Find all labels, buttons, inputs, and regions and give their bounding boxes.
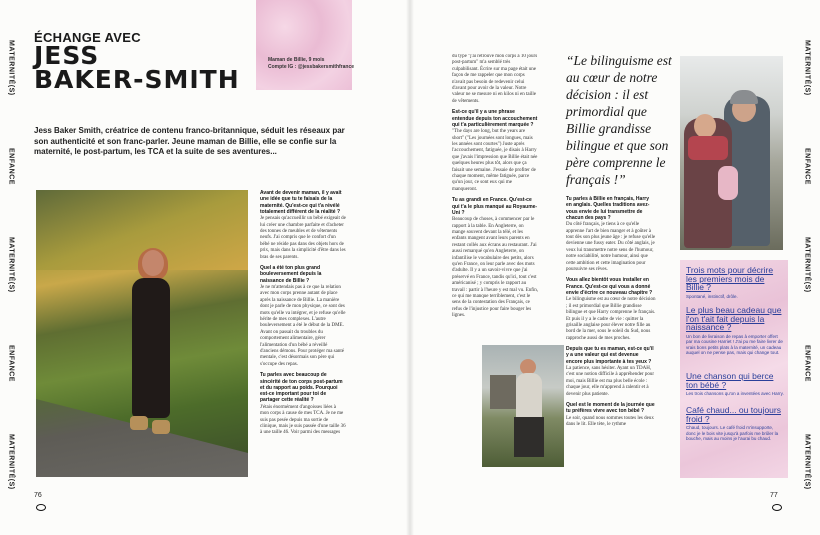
interview-answer: Je pensais qu'accueillir un bébé exigeait de lui créer une chambre parfaite et d'acheter des tonnes de meubles et de vêtements neufs. J'ai compris que le confort d'un bébé ne réside pas dans des objets hors de prix, mais dans la simplicité d'être dans les bras de ses parents. bbox=[260, 216, 346, 260]
baby-figure bbox=[718, 166, 738, 200]
article-title bbox=[34, 41, 240, 94]
left-side-labels bbox=[4, 40, 18, 490]
interview-answer: Je ne m'attendais pas à ce que la relation avec mon corps prenne autant de place après la naissance de Billie. La manière dont je parle de mon physique, ce sont des mots qu'elle va intégrer, et je refuse qu'elle hérite de mes complexes. L'autre bouleversement a été le début de la DME. Avant on passait du troubles du comportement alimentaire, gérer l'alimentation d'un bébé a réveillé d'anciens démons. Pour protéger ma santé mentale, c'est désormais son père qui s'occupe des repas. bbox=[260, 284, 346, 367]
interview-question: Tu parles à Billie en français, Harry en anglais. Quelles traditions avez-vous envie de lui transmettre de chacun des pays ? bbox=[566, 196, 650, 221]
sidebar-item bbox=[686, 406, 784, 442]
interview-answer: La patience, sans hésiter. Ayant un TDAH, c'est une notion difficile à appréhender pour moi, mais Billie est ma plus belle école : chaque jour, elle m'apprend à ralentir et à devenir plus patiente. bbox=[566, 366, 654, 397]
sidebar-answer: Les trois chansons qu'on a inventées avec Harry. bbox=[686, 391, 784, 396]
sidebar-question: Une chanson qui berce ton bébé ? bbox=[686, 371, 774, 390]
interview-question: Depuis que tu es maman, est-ce qu'il y a une valeur qui est devenue encore plus importante à tes yeux ? bbox=[566, 346, 654, 365]
subject-head bbox=[142, 250, 164, 276]
sidebar-question: Le plus beau cadeau que l'on t'ait fait depuis la naissance ? bbox=[686, 305, 782, 332]
side-label: ENFANCE bbox=[7, 147, 15, 185]
interview-answer: Du côté français, je tiens à ce qu'elle apprenne l'art de bien manger et à goûter à tout dès son plus jeune âge : je refuse qu'elle devienne une fussy eater. Du côté anglais, je veux lui transmettre notre sens de l'humour, notre sociabilité, notre humour, ainsi que cette ambition et cette imagination pour poursuivre ses rêves. bbox=[566, 222, 656, 273]
meta-line: Compte IG : @jessbakersmithfrance bbox=[268, 64, 355, 70]
interviewee-meta bbox=[268, 57, 354, 71]
side-label: ENFANCE bbox=[803, 345, 811, 383]
family-photo bbox=[680, 56, 783, 250]
interview-question: Quel a été ton plus grand bouleversement depuis la naissance de Billie ? bbox=[260, 265, 322, 284]
interview-question: Tu parles avec beaucoup de sincérité de ton corps post-partum et du rapport au poids. Pourquoi est-ce important pour toi de partager cette réalité ? bbox=[260, 372, 343, 404]
side-label: MATERNITÉ(S) bbox=[803, 40, 811, 96]
article-kicker: ÉCHANGE AVEC bbox=[34, 30, 141, 45]
mother-head bbox=[694, 114, 716, 138]
interview-column-1 bbox=[260, 190, 346, 480]
sidebar-answer: Spontané, instinctif, drôle. bbox=[686, 293, 738, 299]
page-gutter bbox=[406, 0, 414, 535]
park-photo bbox=[36, 190, 248, 477]
quick-questions-sidebar bbox=[680, 260, 788, 478]
scarf bbox=[688, 136, 728, 160]
right-side-labels bbox=[800, 40, 814, 490]
interview-question: Avant de devenir maman, il y avait une idée que tu te faisais de la maternité. Qu'est-ce qui t'a révélé totalement différent de la réalité ? bbox=[260, 190, 342, 215]
interview-question: Est-ce qu'il y a une phrase entendue depuis ton accouchement qui t'a particulièrement marquée ? bbox=[452, 109, 538, 128]
article-lede: Jess Baker Smith, créatrice de contenu franco-britannique, séduit les réseaux par son authenticité et son franc-parler. Jeune maman de Billie, elle se confie sur la maternité, le post-partum, les TCA et la suite de ses aventures... bbox=[34, 126, 345, 156]
sidebar-question: Trois mots pour décrire les premiers mois de Billie ? bbox=[686, 265, 774, 292]
interview-answer: "The days are long, but the years are short" ("Les journées sont longues, mais les années sont courtes") Juste après l'accouchement, fatiguée, je disais à Harry que j'avais l'impression que Billie était née quelques heures plus tôt, alors que ça faisait une semaine. J'essaie de profiter de chaque moment, même fatiguée, parce qu'un jour, ce sont eux qui me manqueront. bbox=[452, 129, 538, 192]
interview-answer: Le soir, quand nous sommes toutes les deux dans le lit. Elle tète, le rythme bbox=[566, 415, 654, 428]
pink-texture-swatch bbox=[256, 0, 355, 90]
sidebar-item bbox=[686, 306, 784, 356]
side-label: ENFANCE bbox=[7, 345, 15, 383]
meta-line: Maman de Billie, 9 mois bbox=[268, 57, 325, 63]
interview-column-3 bbox=[566, 196, 656, 481]
subject-skirt bbox=[514, 417, 544, 457]
sidebar-item bbox=[686, 266, 784, 299]
interview-question: Vous allez bientôt vous installer en France. Qu'est-ce qui vous a donné envie d'écrire ce nouveau chapitre ? bbox=[566, 277, 653, 297]
sidebar-question: Café chaud... ou toujours froid ? bbox=[686, 405, 781, 424]
interview-answer: du type "j'ai retrouvé mon corps à 10 jours post-partum" m'a semblé très culpabilisant. Écrire sur ma page était une façon de me rappeler que mon corps n'avait pas besoin de redevenir celui d'avant pour avoir de la valeur. Notre valeur ne se mesure ni en kilos ni en taille de vêtements. bbox=[452, 54, 538, 104]
interview-question: Quel est le moment de la journée que tu préfères vivre avec ton bébé ? bbox=[566, 402, 655, 415]
garden-photo bbox=[482, 345, 564, 467]
page-number-right: 77 bbox=[770, 492, 778, 499]
interview-question: Tu as grandi en France. Qu'est-ce qui t'a le plus manqué au Royaume-Uni ? bbox=[452, 197, 538, 216]
side-label: MATERNITÉ(S) bbox=[803, 434, 811, 490]
interview-column-2 bbox=[452, 54, 538, 344]
side-label: MATERNITÉ(S) bbox=[7, 434, 15, 490]
subject-boot bbox=[152, 420, 170, 434]
title-line: JESS bbox=[34, 41, 100, 70]
interview-answer: Le bilinguisme est au cœur de notre décision ; il est primordial que Billie grandisse bilingue et que Harry comprenne le français. Et puis il y a le cadre de vie : quitter la grisaille anglaise pour élever notre fille au bord de la mer, sous le soleil du Sud, nous rapproche aussi de mes proches. bbox=[566, 297, 656, 341]
title-line: BAKER-SMITH bbox=[34, 65, 240, 94]
photo-subject bbox=[128, 250, 174, 440]
subject-boot bbox=[130, 416, 148, 430]
interview-answer: J'étais énormément d'angoisses liées à mon corps à cause de mes TCA. Je ne me suis pas pesée depuis ma sortie de clinique, mais je suis passée d'une taille 36 à une taille 46. Voir parmi des messages bbox=[260, 404, 346, 436]
subject-dress bbox=[132, 278, 170, 418]
pull-quote: “Le bilinguisme est au cœur de notre décision : il est primordial que Billie grandisse bilingue et que son père comprenne le français !” bbox=[566, 53, 672, 187]
side-label: ENFANCE bbox=[803, 147, 811, 185]
sidebar-answer: Chaud, toujours. Le café froid m'insupporte, donc je le bois vite jusqu'à parfois me brûler la bouche, mais au moins je l'aurai bu chaud. bbox=[686, 425, 779, 442]
beanie-hat bbox=[730, 90, 758, 104]
side-label: MATERNITÉ(S) bbox=[7, 237, 15, 293]
side-label: MATERNITÉ(S) bbox=[803, 237, 811, 293]
magazine-logo-icon bbox=[772, 504, 782, 511]
sidebar-answer: Un bon de livraison de repas à emporter offert par ma cousine Harriet ! J'ai pu me faire livrer de vrais bons petits plats à la maternité, un cadeau auquel on ne pense pas, mais qui change tout. bbox=[686, 333, 783, 356]
page-number-left: 76 bbox=[34, 492, 42, 499]
side-label: MATERNITÉ(S) bbox=[7, 40, 15, 96]
interview-answer: Beaucoup de choses, à commencer par le rapport à la table. En Angleterre, on mange souvent devant la télé, et les enfants mangent avant leurs parents en restant collés aux écrans au restaurant. J'ai aussi remarqué qu'en Angleterre, on infantilise le vocabulaire des petits, alors qu'en France, on leur parle avec des mots d'adulte. Il y a un savoir-vivre que j'ai préservé en France, tandis qu'ici, tout c'est américanisé ; y compris le rapport au travail : partir à l'heure y est mal vu. Enfin, ce qui me manque terriblement, c'est le sens de la contestation des Français, ce refus de l'injustice pour faire bouger les lignes. bbox=[452, 217, 538, 319]
sidebar-item bbox=[686, 372, 784, 397]
magazine-logo-icon bbox=[36, 504, 46, 511]
photo-shed bbox=[490, 375, 516, 409]
